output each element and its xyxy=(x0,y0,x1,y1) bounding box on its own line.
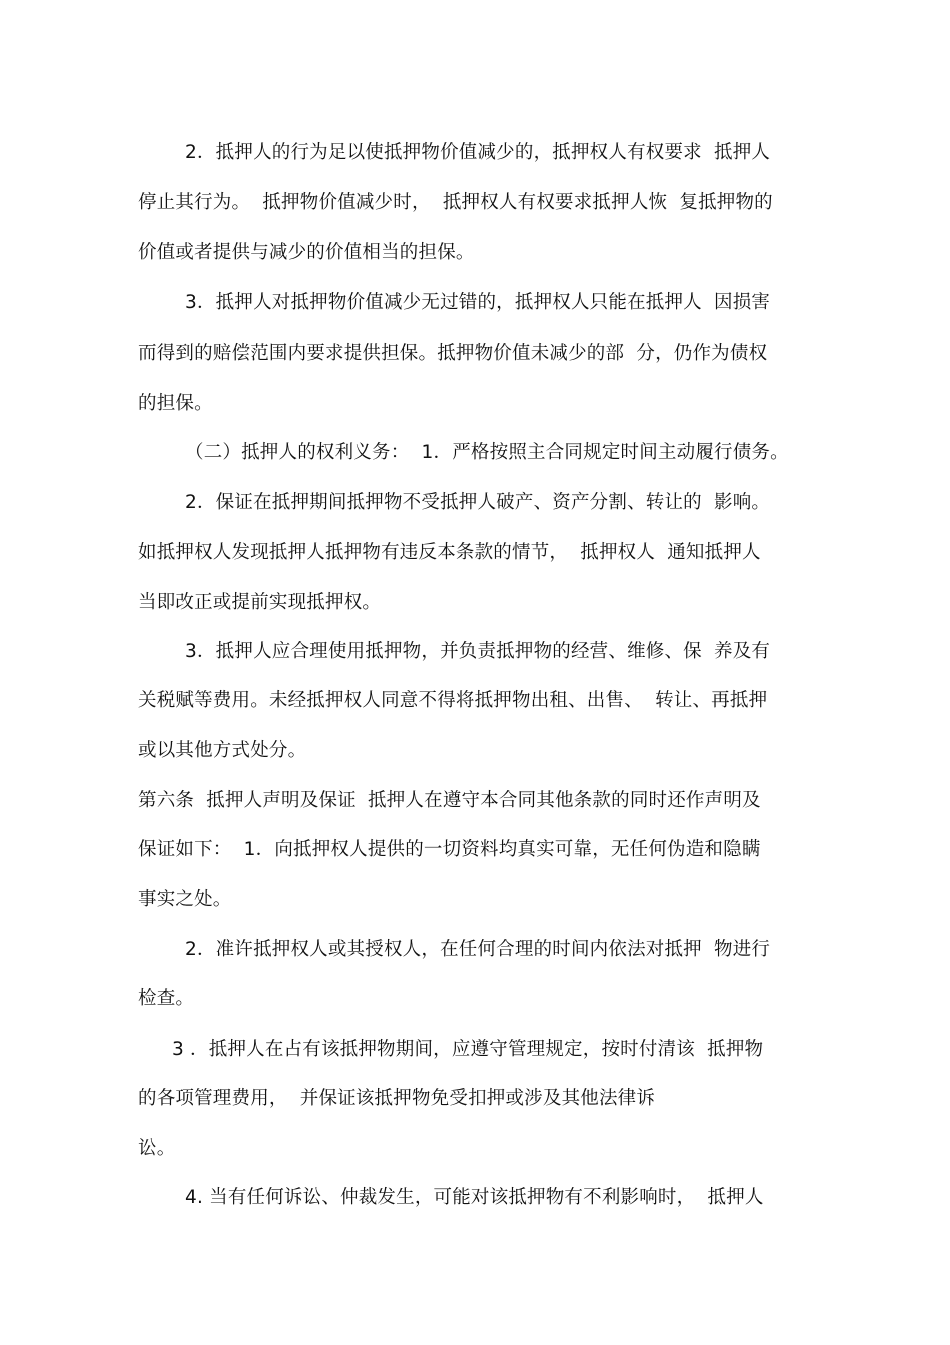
text-line-17: 2．准许抵押权人或其授权人，在任何合理的时间内依法对抵押 物进行 xyxy=(185,939,771,960)
text-line-16: 事实之处。 xyxy=(138,889,232,910)
text-line-5: 而得到的赔偿范围内要求提供担保。抵押物价值未减少的部 分，仍作为债权 xyxy=(138,343,768,364)
text-line-4: 3．抵押人对抵押物价值减少无过错的，抵押权人只能在抵押人 因损害 xyxy=(185,292,771,313)
text-line-13: 或以其他方式处分。 xyxy=(138,740,307,761)
text-line-11: 3．抵押人应合理使用抵押物，并负责抵押物的经营、维修、保 养及有 xyxy=(185,641,771,662)
text-line-9: 如抵押权人发现抵押人抵押物有违反本条款的情节， 抵押权人 通知抵押人 xyxy=(138,542,761,563)
text-line-22: 4. 当有任何诉讼、仲裁发生，可能对该抵押物有不利影响时， 抵押人 xyxy=(185,1187,764,1208)
text-line-12: 关税赋等费用。未经抵押权人同意不得将抵押物出租、出售、 转让、再抵押 xyxy=(138,690,768,711)
text-line-14: 第六条 抵押人声明及保证 抵押人在遵守本合同其他条款的同时还作声明及 xyxy=(138,790,761,811)
text-line-7: （二）抵押人的权利义务： 1．严格按照主合同规定时间主动履行债务。 xyxy=(185,442,789,463)
text-line-20: 的各项管理费用， 并保证该抵押物免受扣押或涉及其他法律诉 xyxy=(138,1088,656,1109)
text-line-15: 保证如下： 1．向抵押权人提供的一切资料均真实可靠，无任何伪造和隐瞒 xyxy=(138,839,761,860)
text-line-3: 价值或者提供与减少的价值相当的担保。 xyxy=(138,242,475,263)
text-line-2: 停止其行为。 抵押物价值减少时， 抵押权人有权要求抵押人恢 复抵押物的 xyxy=(138,192,773,213)
text-line-21: 讼。 xyxy=(138,1138,176,1159)
text-line-8: 2．保证在抵押期间抵押物不受抵押人破产、资产分割、转让的 影响。 xyxy=(185,492,771,513)
text-line-6: 的担保。 xyxy=(138,393,213,414)
text-line-1: 2．抵押人的行为足以使抵押物价值减少的，抵押权人有权要求 抵押人 xyxy=(185,142,771,163)
text-line-10: 当即改正或提前实现抵押权。 xyxy=(138,592,382,613)
text-line-18: 检查。 xyxy=(138,988,195,1009)
text-line-19: 3 ．抵押人在占有该抵押物期间，应遵守管理规定，按时付清该 抵押物 xyxy=(172,1039,764,1060)
